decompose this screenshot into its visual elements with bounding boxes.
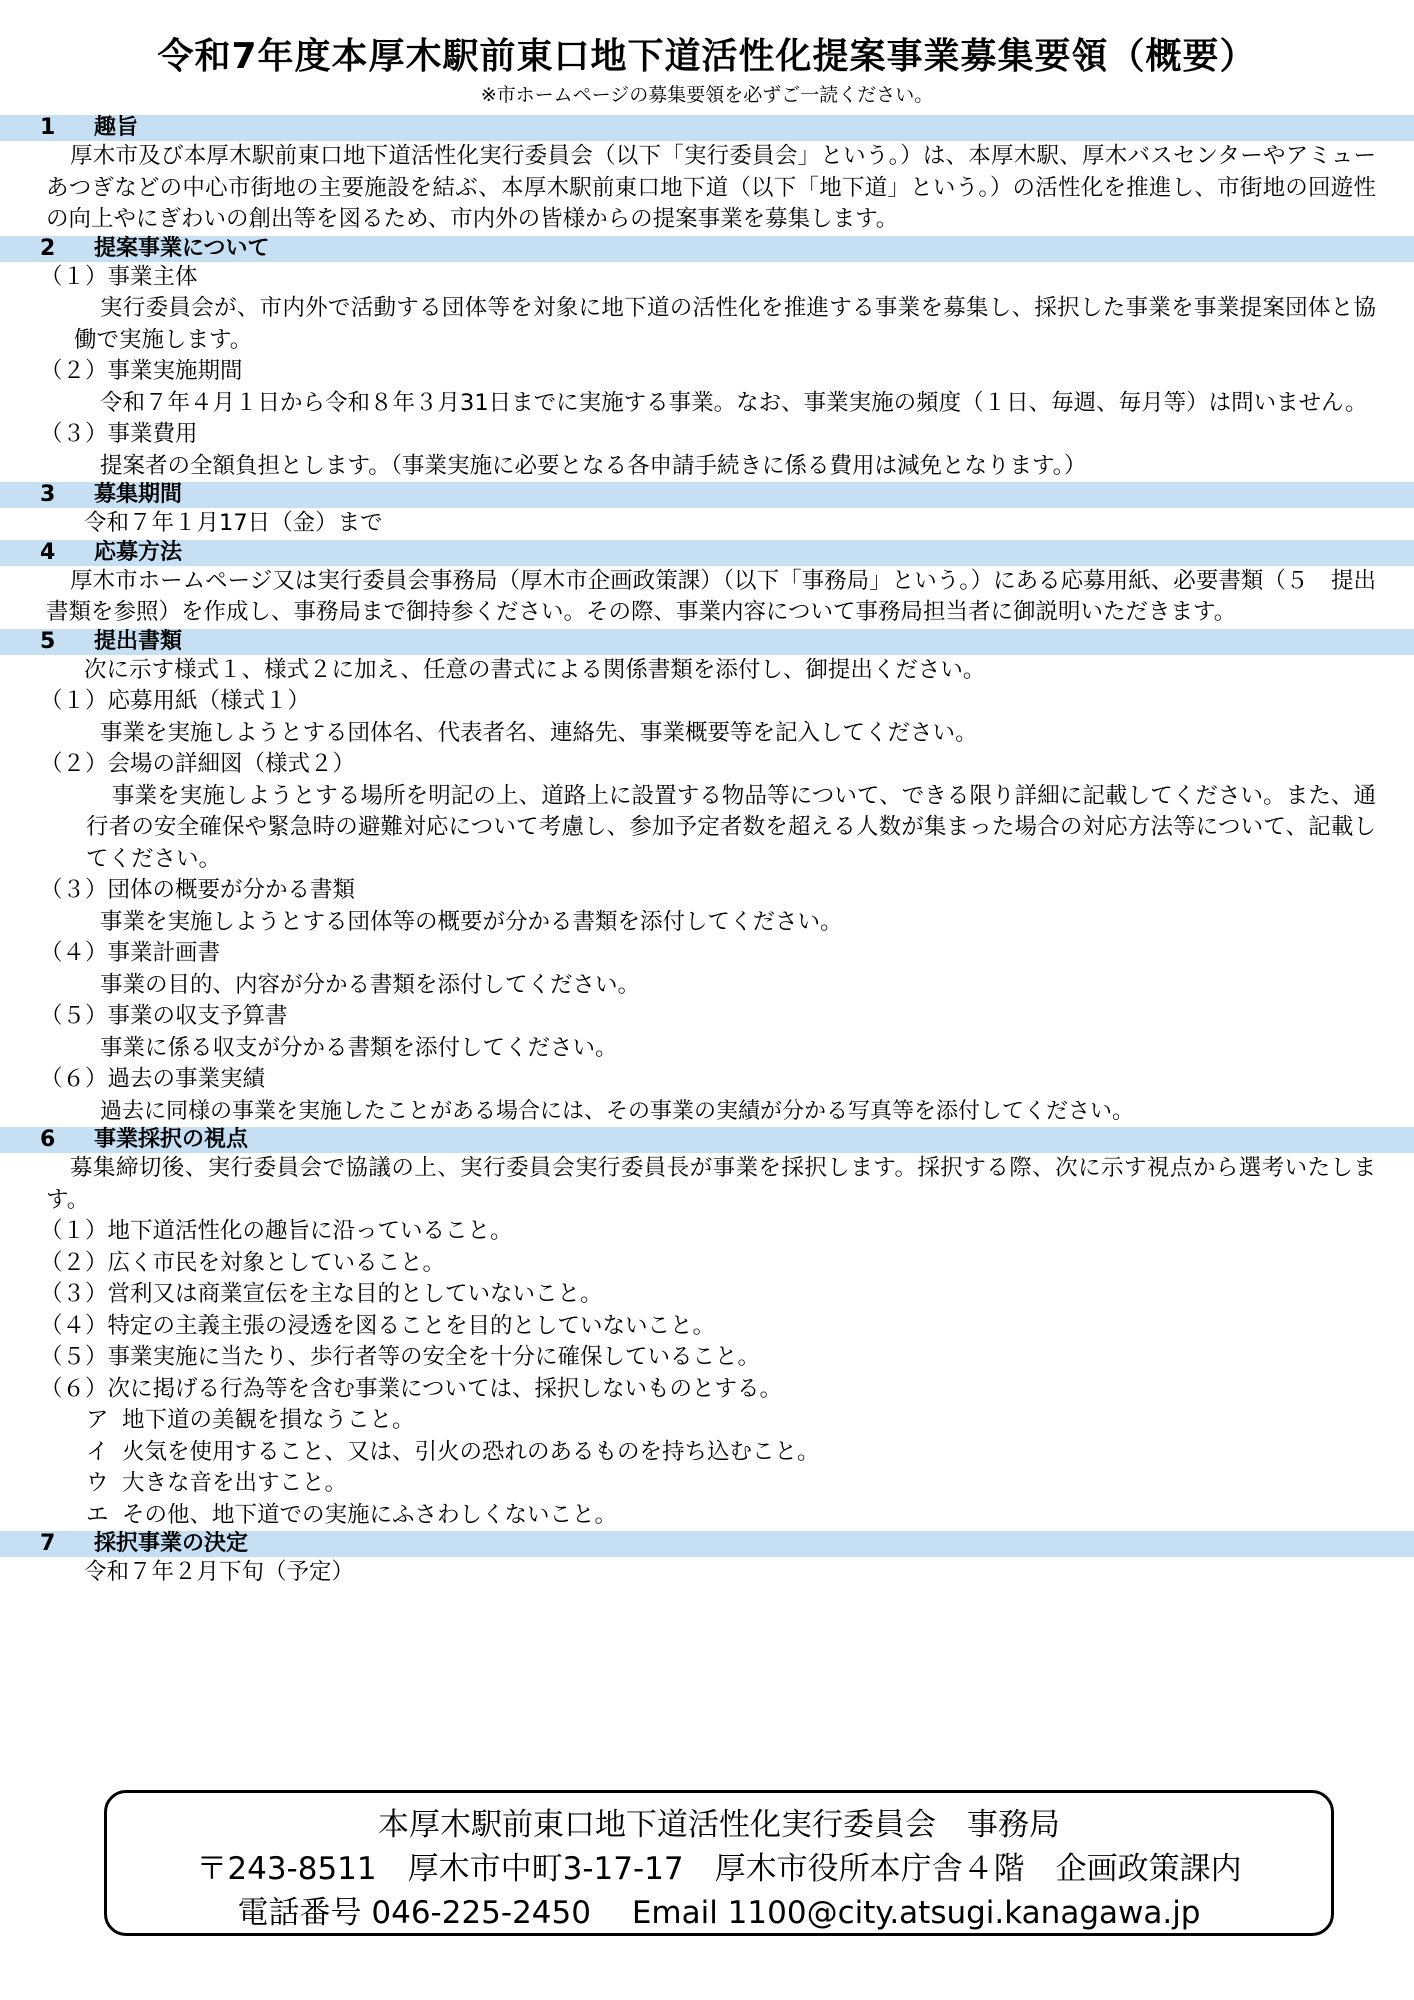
prohibited-marker: エ: [86, 1501, 109, 1528]
subsection-body: 過去に同様の事業を実施したことがある場合には、その事業の実績が分かる写真等を添付してください。: [100, 1098, 1135, 1124]
section-title: 募集期間: [94, 482, 183, 507]
subsection-body: 事業の目的、内容が分かる書類を添付してください。: [100, 971, 641, 998]
section-heading-7: [0, 1531, 1414, 1557]
section-body: 令和７年１月17日（金）まで: [84, 510, 383, 536]
criteria-item: （３）営利又は商業宣伝を主な目的としていないこと。: [40, 1281, 603, 1307]
section-number: 5: [40, 628, 56, 654]
section-number: 4: [40, 539, 56, 565]
section-body: 厚木市及び本厚木駅前東口地下道活性化実行委員会（以下「実行委員会」という。）は、本厚木駅、厚木バスセンターやアミューあつぎなどの中心市街地の主要施設を結ぶ、本厚木駅前東口地下道（以下「地下道」という。）の活性化を推進し、市街地の回遊性の向上やにぎわいの創出等を図るため、市内外の皆様からの提案事業を募集します。: [46, 143, 1376, 232]
subsection-label: （６）過去の事業実績: [40, 1066, 266, 1092]
prohibited-item: [40, 1468, 1414, 1500]
section-body: 厚木市ホームページ又は実行委員会事務局（厚木市企画政策課）（以下「事務局」という。）にある応募用紙、必要書類（５ 提出書類を参照）を作成し、事務局まで御持参ください。その際、事業内容について事務局担当者に御説明いただきます。: [46, 567, 1376, 625]
section-number: 1: [40, 115, 56, 140]
section-title: 応募方法: [94, 539, 183, 565]
contact-box: [104, 1790, 1334, 1936]
criteria-item: （４）特定の主義主張の浸透を図ることを目的としていないこと。: [40, 1312, 716, 1339]
prohibited-text: その他、地下道での実施にふさわしくないこと。: [122, 1501, 618, 1528]
subsection-label: （５）事業の収支予算書: [40, 1003, 288, 1029]
criteria-item: （１）地下道活性化の趣旨に沿っていること。: [40, 1218, 513, 1244]
section-title: 事業採択の視点: [94, 1127, 249, 1152]
section-title: 採択事業の決定: [94, 1531, 249, 1556]
prohibited-marker: ア: [86, 1407, 109, 1433]
subsection-label: （３）事業費用: [40, 421, 198, 447]
criteria-item: （６）次に掲げる行為等を含む事業については、採択しないものとする。: [40, 1375, 783, 1402]
subsection-body: 事業を実施しようとする団体名、代表者名、連絡先、事業概要等を記入してください。: [100, 719, 978, 746]
section-number: 6: [40, 1127, 56, 1152]
section-heading-3: [0, 482, 1414, 508]
document-body: [40, 115, 1414, 1589]
prohibited-marker: ウ: [86, 1470, 109, 1496]
section-heading-2: [0, 236, 1414, 262]
page-title: 令和7年度本厚木駅前東口地下道活性化提案事業募集要領（概要）: [157, 36, 1257, 77]
section-number: 7: [40, 1531, 56, 1556]
section-heading-5: [0, 629, 1414, 655]
prohibited-item: [40, 1500, 1414, 1532]
subsection-label: （１）事業主体: [40, 263, 198, 290]
subsection-label: （４）事業計画書: [40, 940, 221, 966]
section-heading-1: [0, 115, 1414, 141]
section-title: 趣旨: [94, 115, 139, 140]
section-title: 提案事業について: [94, 235, 270, 261]
section-body: 令和７年２月下旬（予定）: [84, 1559, 355, 1585]
section-number: 3: [40, 482, 56, 507]
prohibited-item: [40, 1405, 1414, 1437]
section-number: 2: [40, 235, 56, 261]
section-title: 提出書類: [94, 628, 183, 654]
subsection-body: 事業に係る収支が分かる書類を添付してください。: [100, 1034, 618, 1061]
section-heading-4: [0, 540, 1414, 566]
subsection-body: 事業を実施しようとする場所を明記の上、道路上に設置する物品等について、できる限り詳細に記載してください。また、通行者の安全確保や緊急時の避難対応について考慮し、参加予定者数を超える人数が集まった場合の対応方法等について、記載してください。: [86, 782, 1376, 872]
section-heading-6: [0, 1127, 1414, 1153]
subsection-label: （２）会場の詳細図（様式２）: [40, 751, 356, 777]
prohibited-text: 地下道の美観を損なうこと。: [122, 1407, 415, 1433]
subsection-label: （２）事業実施期間: [40, 358, 243, 384]
section-intro: 募集締切後、実行委員会で協議の上、実行委員会実行委員長が事業を採択します。採択する際、次に示す視点から選考いたします。: [46, 1155, 1376, 1213]
subsection-body: 提案者の全額負担とします。（事業実施に必要となる各申請手続きに係る費用は減免となります。）: [100, 452, 1087, 479]
subsection-body: 令和７年４月１日から令和８年３月31日までに実施する事業。なお、事業実施の頻度（１日、毎週、毎月等）は問いません。: [100, 389, 1368, 416]
subsection-body: 実行委員会が、市内外で活動する団体等を対象に地下道の活性化を推進する事業を募集し、採択した事業を事業提案団体と協働で実施します。: [74, 295, 1376, 353]
contact-office: 本厚木駅前東口地下道活性化実行委員会 事務局: [378, 1807, 1060, 1843]
page-subtitle: ※市ホームページの募集要領を必ずご一読ください。: [480, 84, 934, 106]
subsection-label: （１）応募用紙（様式１）: [40, 688, 311, 714]
prohibited-item: [40, 1437, 1414, 1469]
prohibited-marker: イ: [86, 1438, 109, 1465]
prohibited-text: 大きな音を出すこと。: [122, 1470, 348, 1496]
criteria-item: （２）広く市民を対象としていること。: [40, 1249, 446, 1276]
subsection-body: 事業を実施しようとする団体等の概要が分かる書類を添付してください。: [100, 908, 843, 935]
contact-address: 〒243-8511 厚木市中町3-17-17 厚木市役所本庁舎４階 企画政策課内: [196, 1851, 1242, 1887]
subsection-label: （３）団体の概要が分かる書類: [40, 877, 356, 903]
section-intro: 次に示す様式１、様式２に加え、任意の書式による関係書類を添付し、御提出ください。: [84, 656, 986, 683]
contact-phone-email: 電話番号 046-225-2450 Email 1100@city.atsugi.kanagawa.jp: [237, 1895, 1201, 1931]
prohibited-text: 火気を使用すること、又は、引火の恐れのあるものを持ち込むこと。: [122, 1438, 820, 1465]
criteria-item: （５）事業実施に当たり、歩行者等の安全を十分に確保していること。: [40, 1344, 761, 1370]
